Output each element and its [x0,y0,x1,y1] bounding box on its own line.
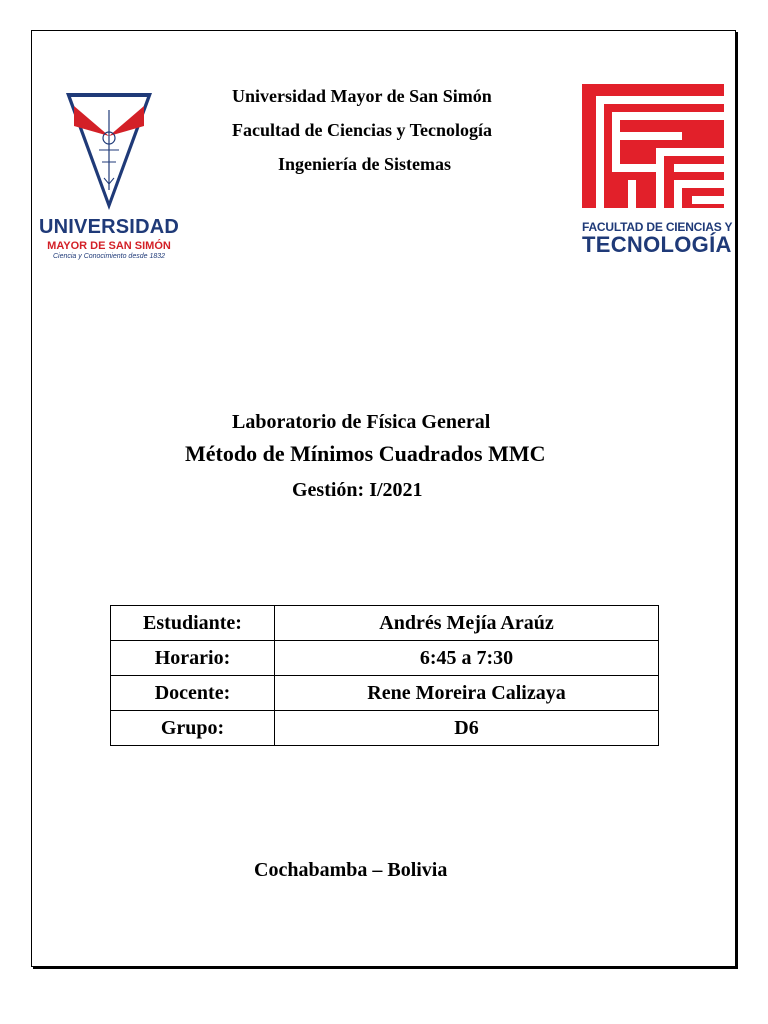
table-row [111,641,659,676]
umss-shield-text: UMSS [93,97,125,106]
row-value: D6 [275,711,659,746]
row-value: Rene Moreira Calizaya [275,676,659,711]
fcyt-mark-icon [582,84,724,208]
fcyt-logo [578,84,733,259]
fcyt-logo-line2: TECNOLOGÍA [582,232,732,257]
umss-logo [38,90,180,268]
location-footer: Cochabamba – Bolivia [254,859,448,881]
umss-shield-icon [64,90,154,212]
table-row [111,606,659,641]
faculty-name: Facultad de Ciencias y Tecnología [232,120,493,140]
row-label: Docente: [111,676,275,711]
fcyt-logo-line1: FACULTAD DE CIENCIAS Y [582,220,733,234]
table-row [111,676,659,711]
course-title: Laboratorio de Física General [232,411,491,433]
umss-logo-title: UNIVERSIDAD [39,216,179,238]
umss-logo-subtitle: MAYOR DE SAN SIMÓN [47,240,171,252]
row-value: 6:45 a 7:30 [275,641,659,676]
umss-logo-motto: Ciencia y Conocimiento desde 1832 [52,253,166,260]
table-row [111,711,659,746]
row-value: Andrés Mejía Araúz [275,606,659,641]
row-label: Horario: [111,641,275,676]
university-name: Universidad Mayor de San Simón [232,86,492,106]
row-label: Grupo: [111,711,275,746]
row-label: Estudiante: [111,606,275,641]
student-info-table [110,605,659,746]
term-label: Gestión: I/2021 [292,479,423,501]
topic-title: Método de Mínimos Cuadrados MMC [185,441,546,466]
career-name: Ingeniería de Sistemas [278,154,451,174]
